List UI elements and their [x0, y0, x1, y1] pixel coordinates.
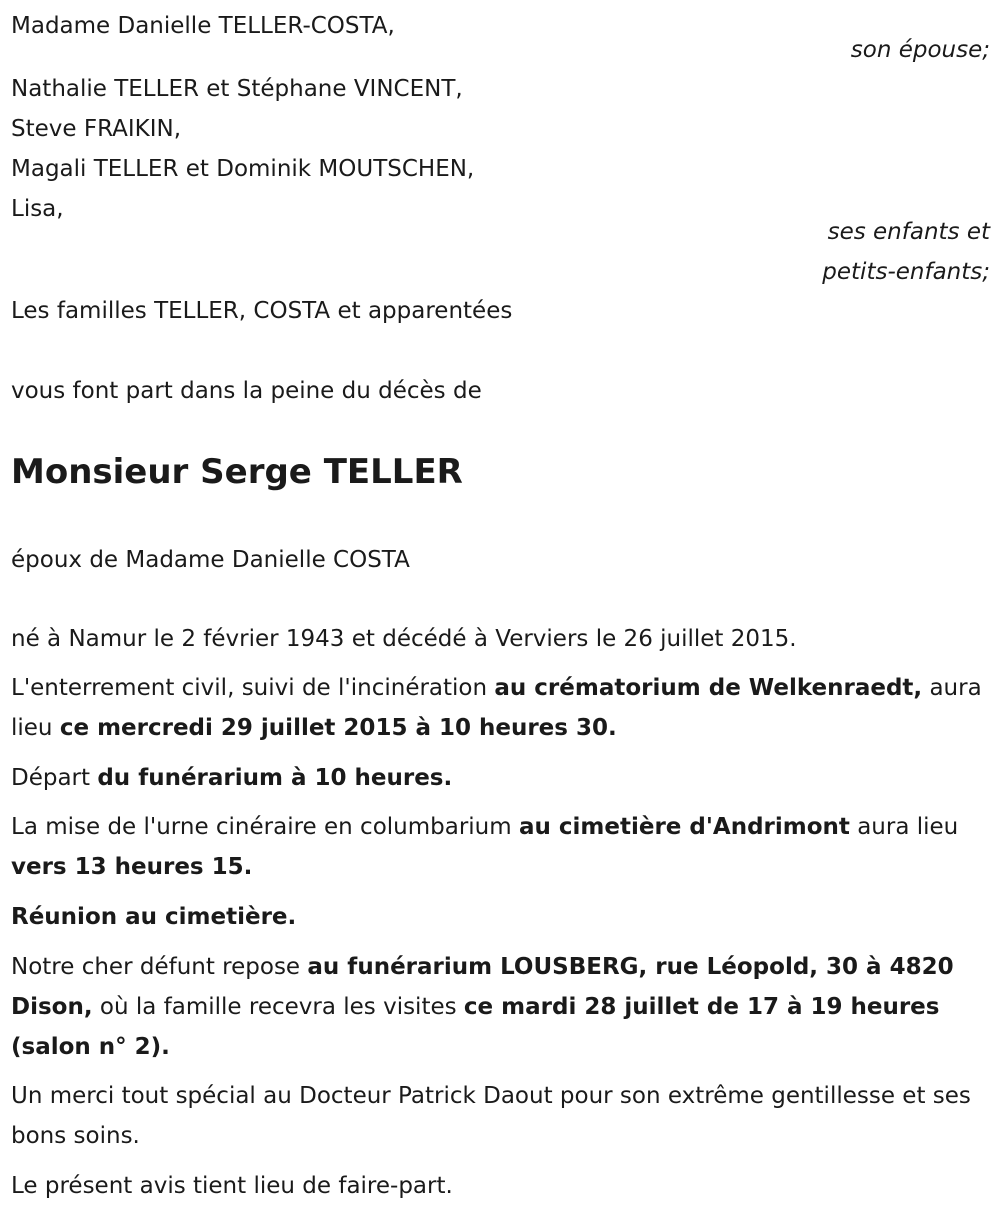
thanks-paragraph: Un merci tout spécial au Docteur Patrick Daout pour son extrême gentillesse et ses bons soins. [11, 1083, 971, 1149]
funeral-paragraph: L'enterrement civil, suivi de l'incinération au crématorium de Welkenraedt, aura lieu ce mercredi 29 juillet 2015 à 10 heures 30. [11, 675, 982, 741]
children-role-line-1: ses enfants et [827, 219, 990, 245]
birth-death-line: né à Namur le 2 février 1943 et décédé à Verviers le 26 juillet 2015. [11, 626, 797, 652]
notice-paragraph: Le présent avis tient lieu de faire-part. [11, 1173, 453, 1199]
urn-paragraph: La mise de l'urne cinéraire en columbarium au cimetière d'Andrimont aura lieu vers 13 heures 15. [11, 814, 959, 880]
child-line: Nathalie TELLER et Stéphane VINCENT, [11, 76, 463, 102]
spouse-line: Madame Danielle TELLER-COSTA, [11, 13, 395, 39]
child-line: Lisa, [11, 196, 64, 222]
departure-paragraph: Départ du funérarium à 10 heures. [11, 765, 453, 791]
children-role-line-2: petits-enfants; [822, 259, 990, 285]
child-line: Magali TELLER et Dominik MOUTSCHEN, [11, 156, 475, 182]
visit-paragraph: Notre cher défunt repose au funérarium LOUSBERG, rue Léopold, 30 à 4820 Dison, où la famille recevra les visites ce mardi 28 juillet de 17 à 19 heures (salon n° 2). [11, 954, 954, 1060]
deceased-name: Monsieur Serge TELLER [11, 452, 463, 492]
families-line: Les familles TELLER, COSTA et apparentées [11, 298, 513, 324]
child-line: Steve FRAIKIN, [11, 116, 182, 142]
spouse-role: son épouse; [850, 37, 990, 63]
spouse-of-line: époux de Madame Danielle COSTA [11, 547, 410, 573]
announcement-line: vous font part dans la peine du décès de [11, 378, 482, 404]
cemetery-meeting-paragraph: Réunion au cimetière. [11, 904, 297, 930]
